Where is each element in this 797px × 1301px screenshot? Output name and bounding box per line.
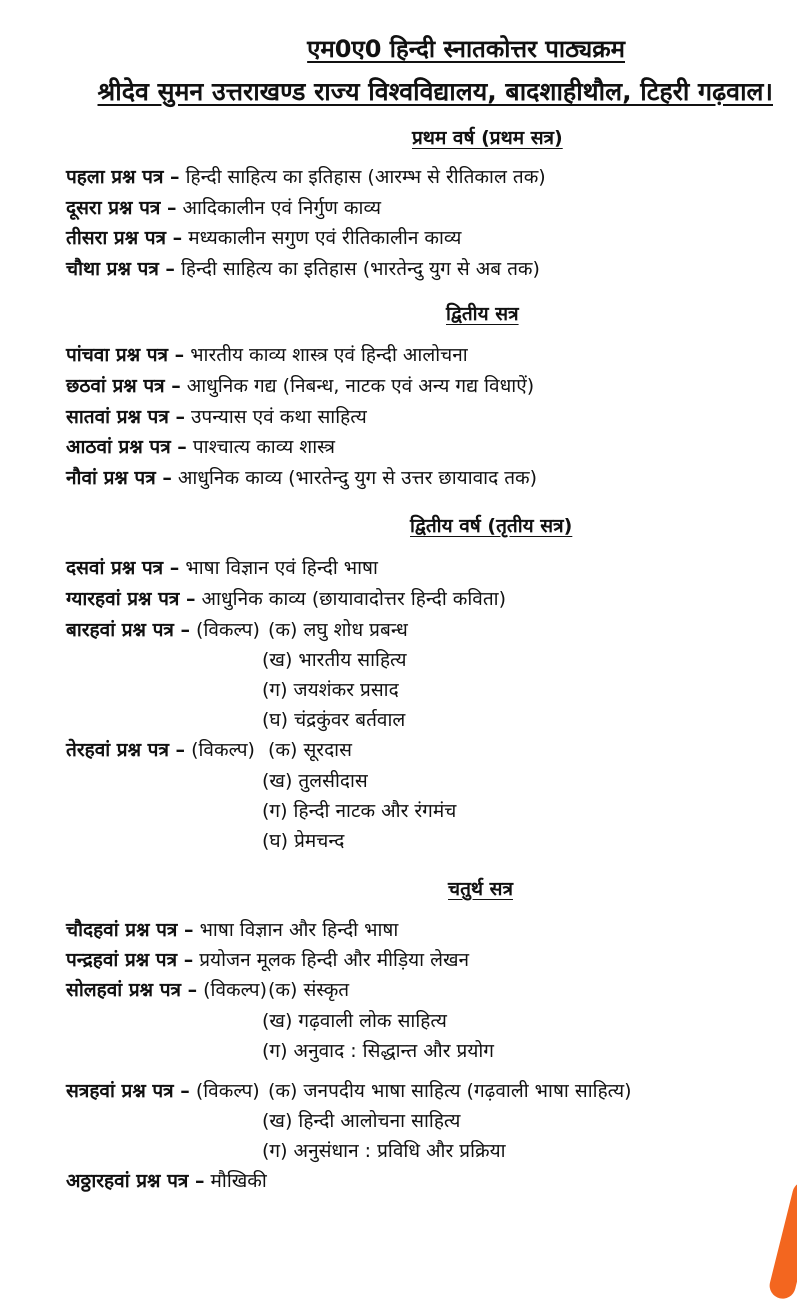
paper-title: आदिकालीन एवं निर्गुण काव्य [182, 197, 381, 219]
paper-number: चौदहवां प्रश्न पत्र – [66, 919, 194, 941]
paper-number: तेरहवां प्रश्न पत्र – [66, 739, 186, 761]
paper-line [66, 195, 381, 221]
elective-label: (विकल्प) [195, 1080, 260, 1102]
paper-title: हिन्दी साहित्य का इतिहास (भारतेन्दु युग से अब तक) [180, 258, 540, 280]
paper-line [66, 555, 378, 581]
paper-line [66, 586, 506, 612]
paper-number: दूसरा प्रश्न पत्र – [66, 197, 177, 219]
paper-title: पाश्चात्य काव्य शास्त्र [192, 436, 335, 458]
paper-title: भाषा विज्ञान एवं हिन्दी भाषा [185, 557, 378, 579]
paper-title: मौखिकी [210, 1170, 267, 1192]
paper-number: सातवां प्रश्न पत्र – [66, 406, 185, 428]
elective-option: (ग) अनुवाद : सिद्धान्त और प्रयोग [262, 1040, 494, 1062]
paper-number: पन्द्रहवां प्रश्न पत्र – [66, 949, 194, 971]
paper-line [66, 434, 335, 460]
paper-title: हिन्दी साहित्य का इतिहास (आरम्भ से रीतिकाल तक) [185, 166, 546, 188]
paper-title: प्रयोजन मूलक हिन्दी और मीड़िया लेखन [199, 949, 470, 971]
paper-line [66, 342, 468, 368]
elective-label: (विकल्प) [196, 619, 260, 641]
paper-number: सत्रहवां प्रश्न पत्र – [66, 1080, 190, 1102]
elective-option: (ग) हिन्दी नाटक और रंगमंच [262, 800, 457, 822]
paper-number: तीसरा प्रश्न पत्र – [66, 227, 183, 249]
elective-paper-line [66, 737, 255, 763]
paper-title: भारतीय काव्य शास्त्र एवं हिन्दी आलोचना [190, 344, 468, 366]
document-title: एम0ए0 हिन्दी स्नातकोत्तर पाठ्यक्रम [307, 35, 625, 63]
paper-line [66, 404, 367, 430]
elective-option: (ख) गढ़वाली लोक साहित्य [262, 1010, 447, 1032]
elective-paper-line [66, 1078, 260, 1104]
paper-number: पांचवा प्रश्न पत्र – [66, 344, 185, 366]
orange-highlighter-mark [767, 1179, 797, 1301]
paper-number: छठवां प्रश्न पत्र – [66, 375, 181, 397]
section-heading-fourth-semester: चतुर्थ सत्र [448, 878, 513, 900]
elective-option: (क) लघु शोध प्रबन्ध [268, 619, 408, 641]
paper-number: चौथा प्रश्न पत्र – [66, 258, 175, 280]
paper-line [66, 164, 546, 190]
paper-title: भाषा विज्ञान और हिन्दी भाषा [199, 919, 399, 941]
paper-line [66, 465, 537, 491]
paper-title: मध्यकालीन सगुण एवं रीतिकालीन काव्य [188, 227, 462, 249]
paper-number: नौवां प्रश्न पत्र – [66, 467, 172, 489]
elective-option: (ख) भारतीय साहित्य [262, 649, 407, 671]
section-heading-first-year: प्रथम वर्ष (प्रथम सत्र) [412, 127, 563, 149]
paper-title: उपन्यास एवं कथा साहित्य [191, 406, 367, 428]
elective-option: (घ) चंद्रकुंवर बर्तवाल [262, 709, 406, 731]
section-heading-second-year: द्वितीय वर्ष (तृतीय सत्र) [410, 515, 573, 537]
paper-number: ग्यारहवां प्रश्न पत्र – [66, 588, 196, 610]
paper-line [66, 947, 469, 973]
section-heading-second-semester: द्वितीय सत्र [446, 303, 519, 325]
paper-title: आधुनिक गद्य (निबन्ध, नाटक एवं अन्य गद्य विधाऐं) [186, 375, 535, 397]
paper-number: आठवां प्रश्न पत्र – [66, 436, 187, 458]
elective-option: (क) सूरदास [268, 739, 352, 761]
paper-number: दसवां प्रश्न पत्र – [66, 557, 180, 579]
elective-option: (क) संस्कृत [268, 979, 350, 1001]
elective-option: (घ) प्रेमचन्द [262, 830, 345, 852]
elective-option: (ख) तुलसीदास [262, 770, 368, 792]
paper-line [66, 256, 540, 282]
paper-number: पहला प्रश्न पत्र – [66, 166, 180, 188]
paper-line [66, 225, 461, 251]
paper-number: अठ्ठारहवां प्रश्न पत्र – [66, 1170, 205, 1192]
paper-title: आधुनिक काव्य (छायावादोत्तर हिन्दी कविता) [201, 588, 507, 610]
paper-number: सोलहवां प्रश्न पत्र – [66, 979, 198, 1001]
elective-paper-line [66, 977, 267, 1003]
elective-option: (ग) अनुसंधान : प्रविधि और प्रक्रिया [262, 1140, 506, 1162]
paper-line [66, 1168, 267, 1194]
paper-number: बारहवां प्रश्न पत्र – [66, 619, 190, 641]
elective-option: (ग) जयशंकर प्रसाद [262, 679, 399, 701]
paper-title: आधुनिक काव्य (भारतेन्दु युग से उत्तर छायावाद तक) [177, 467, 538, 489]
elective-option: (ख) हिन्दी आलोचना साहित्य [262, 1110, 461, 1132]
elective-option: (क) जनपदीय भाषा साहित्य (गढ़वाली भाषा साहित्य) [268, 1080, 632, 1102]
paper-line [66, 373, 534, 399]
paper-line [66, 917, 398, 943]
elective-label: (विकल्प) [203, 979, 267, 1001]
elective-paper-line [66, 617, 260, 643]
university-name: श्रीदेव सुमन उत्तराखण्ड राज्य विश्वविद्यालय, बादशाहीथौल, टिहरी गढ़वाल। [97, 77, 773, 106]
elective-label: (विकल्प) [191, 739, 255, 761]
